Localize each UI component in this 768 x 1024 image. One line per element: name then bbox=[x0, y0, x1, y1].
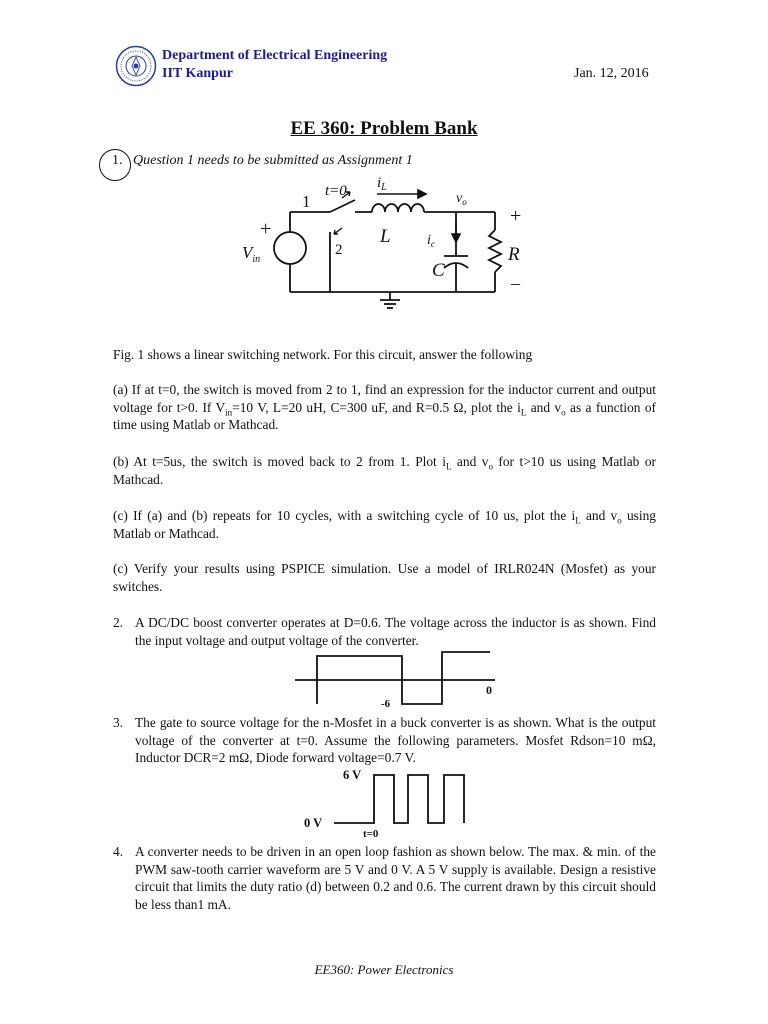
question-2-wave-zero-label: 0 bbox=[486, 683, 492, 697]
institute-name: IIT Kanpur bbox=[162, 66, 233, 81]
circuit-ic-sub: c bbox=[430, 239, 435, 249]
circuit-vo-label: v bbox=[456, 191, 463, 206]
part-c1-sub-2: o bbox=[617, 515, 622, 526]
part-a-text-3: and v bbox=[526, 399, 562, 415]
part-a-sub-1: in bbox=[225, 407, 233, 418]
part-b-text-2: and v bbox=[451, 454, 489, 469]
question-1-number: 1. bbox=[112, 153, 123, 168]
part-c1-text-1: (c) If (a) and (b) repeats for 10 cycles, with a switching cycle of 10 us, plot the i bbox=[113, 508, 576, 523]
question-2-text: A DC/DC boost converter operates at D=0.6. The voltage across the inductor is as shown. Find the input voltage and output voltage of the converter. bbox=[135, 615, 656, 648]
question-3-wave-low-label: 0 V bbox=[304, 816, 323, 830]
part-c1-text-3: using Matlab or Mathcad. bbox=[113, 508, 656, 541]
svg-text:Vin bbox=[242, 243, 260, 265]
part-b-text-3: for t>10 us using Matlab or Mathcad. bbox=[113, 454, 656, 487]
question-2-number: 2. bbox=[113, 615, 124, 630]
part-a-text-2: =10 V, L=20 uH, C=300 uF, and R=0.5 Ω, plot the i bbox=[232, 399, 521, 415]
page-title-text: EE 360: Problem Bank bbox=[290, 118, 478, 139]
circuit-R-label: R bbox=[508, 244, 520, 265]
circuit-vin-sub: in bbox=[252, 254, 261, 265]
circuit-output-plus: + bbox=[510, 205, 522, 227]
question-1-part-c1 bbox=[113, 507, 656, 542]
part-c1-text-2: and v bbox=[580, 508, 618, 523]
question-3-waveform bbox=[300, 765, 480, 840]
part-b-sub-2: o bbox=[488, 461, 493, 472]
part-a-text-4: as a function of time using Matlab or Mathcad. bbox=[113, 399, 656, 433]
document-date: Jan. 12, 2016 bbox=[574, 66, 649, 81]
part-c1-sub-1: L bbox=[575, 515, 581, 526]
question-2-waveform bbox=[295, 648, 505, 710]
circuit-t0-label: t=0 bbox=[325, 183, 347, 199]
question-1-part-b bbox=[113, 453, 656, 488]
question-1-part-c2: (c) Verify your results using PSPICE simulation. Use a model of IRLR024N (Mosfet) as your switches. bbox=[113, 561, 656, 594]
part-a-sub-2: L bbox=[520, 407, 527, 418]
page-title bbox=[0, 118, 768, 140]
svg-text:iL bbox=[377, 175, 387, 193]
question-1-intro: Fig. 1 shows a linear switching network. For this circuit, answer the following bbox=[113, 347, 533, 362]
question-3-number: 3. bbox=[113, 715, 124, 730]
circuit-iL-label: i bbox=[377, 175, 382, 191]
circuit-node-1-label: 1 bbox=[302, 192, 311, 211]
circuit-node-2-label: 2 bbox=[335, 242, 343, 258]
svg-text:vo bbox=[456, 191, 467, 207]
page-footer: EE360: Power Electronics bbox=[314, 962, 454, 977]
svg-text:ic bbox=[427, 233, 435, 249]
question-4-number: 4. bbox=[113, 844, 124, 859]
question-1-note: Question 1 needs to be submitted as Assignment 1 bbox=[133, 153, 413, 168]
part-a-sub-3: o bbox=[561, 407, 566, 418]
question-4 bbox=[113, 843, 656, 913]
department-name: Department of Electrical Engineering bbox=[162, 48, 388, 63]
iit-kanpur-logo bbox=[115, 45, 157, 87]
circuit-output-minus: – bbox=[511, 273, 520, 293]
question-3-wave-t0-label: t=0 bbox=[363, 828, 379, 840]
question-3-text: The gate to source voltage for the n-Mosfet in a buck converter is as shown. What is the output voltage of the converter at t=0. Assume the following parameters. Mosfet Rdson=10 mΩ, Inductor DCR=2 mΩ, Diode forward voltage=0.7 V. bbox=[135, 715, 656, 766]
circuit-L-label: L bbox=[380, 226, 391, 247]
question-3 bbox=[113, 714, 656, 767]
circuit-C-label: C bbox=[432, 260, 445, 281]
question-3-wave-high-label: 6 V bbox=[343, 768, 362, 782]
question-2 bbox=[113, 614, 656, 649]
circuit-iL-sub: L bbox=[381, 182, 387, 193]
question-4-text: A converter needs to be driven in an open loop fashion as shown below. The max. & min. of the PWM saw-tooth carrier waveform are 5 V and 0 V. A 5 V supply is available. Design a resistive circuit that limits the duty ratio (d) between 0.2 and 0.6. The current drawn by this circuit should be less than1 mA. bbox=[135, 844, 656, 912]
circuit-ic-label: i bbox=[427, 233, 431, 248]
part-b-sub-1: L bbox=[445, 461, 452, 472]
circuit-diagram bbox=[230, 170, 540, 320]
circuit-vin-label: V bbox=[242, 243, 253, 262]
question-1-part-a bbox=[113, 381, 656, 434]
part-a-text-1: (a) If at t=0, the switch is moved from 2 to 1, find an expression for the inductor current and output voltage for t>0. If V bbox=[113, 382, 656, 415]
part-b-text-1: (b) At t=5us, the switch is moved back to 2 from 1. Plot i bbox=[113, 454, 446, 469]
circuit-vo-sub: o bbox=[462, 197, 467, 207]
department-header bbox=[162, 47, 387, 83]
question-2-wave-low-label: -6 bbox=[381, 698, 391, 710]
circuit-input-plus: + bbox=[260, 218, 272, 240]
